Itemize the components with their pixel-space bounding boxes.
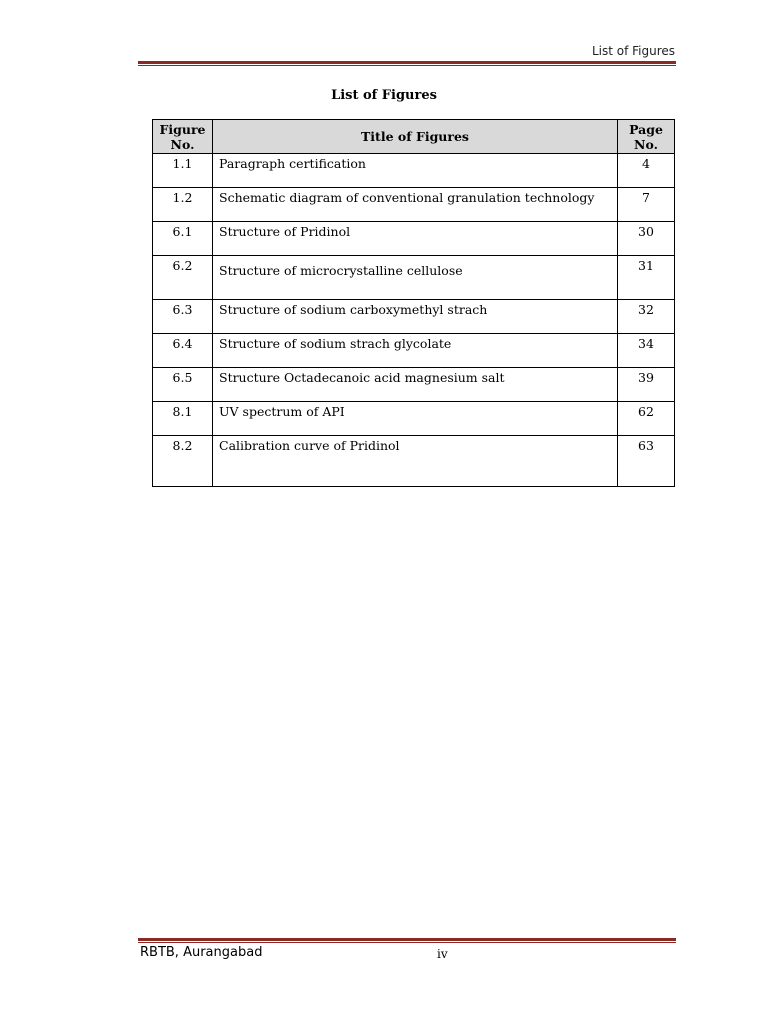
- header-rule: [138, 61, 676, 66]
- figure-number: 1.2: [153, 188, 213, 222]
- figure-title: Structure of sodium carboxymethyl strach: [213, 300, 618, 334]
- figure-number: 6.5: [153, 368, 213, 402]
- page-title: List of Figures: [331, 88, 437, 103]
- header-figure-no: Figure No.: [153, 120, 213, 154]
- footer-rule: [138, 938, 676, 943]
- table-row: [153, 256, 675, 300]
- footer-page-number: iv: [437, 947, 448, 961]
- figure-number: 6.2: [153, 256, 213, 300]
- table-header-row: [153, 120, 675, 154]
- header-title: Title of Figures: [213, 120, 618, 154]
- figures-table: [152, 119, 675, 487]
- figure-page: 34: [618, 334, 675, 368]
- figure-number: 8.2: [153, 436, 213, 487]
- figure-title: Structure of sodium strach glycolate: [213, 334, 618, 368]
- figure-page: 4: [618, 154, 675, 188]
- figure-page: 63: [618, 436, 675, 487]
- figure-page: 32: [618, 300, 675, 334]
- figure-title: Structure Octadecanoic acid magnesium salt: [213, 368, 618, 402]
- header-page-no: Page No.: [618, 120, 675, 154]
- table-row: [153, 368, 675, 402]
- figure-title: Paragraph certification: [213, 154, 618, 188]
- table-row: [153, 222, 675, 256]
- figure-number: 1.1: [153, 154, 213, 188]
- figure-number: 6.3: [153, 300, 213, 334]
- table-row: [153, 436, 675, 487]
- table-row: [153, 334, 675, 368]
- figure-title: UV spectrum of API: [213, 402, 618, 436]
- table-row: [153, 300, 675, 334]
- figure-title: Calibration curve of Pridinol: [213, 436, 618, 487]
- figure-page: 30: [618, 222, 675, 256]
- running-header: List of Figures: [591, 44, 675, 58]
- table-row: [153, 154, 675, 188]
- footer-institution: RBTB, Aurangabad: [140, 945, 263, 960]
- figure-page: 39: [618, 368, 675, 402]
- figure-number: 8.1: [153, 402, 213, 436]
- table-row: [153, 402, 675, 436]
- figure-number: 6.1: [153, 222, 213, 256]
- figure-page: 62: [618, 402, 675, 436]
- figure-title: Schematic diagram of conventional granulation technology: [213, 188, 618, 222]
- figure-page: 31: [618, 256, 675, 300]
- table-row: [153, 188, 675, 222]
- figure-title: Structure of microcrystalline cellulose: [213, 256, 618, 300]
- figure-page: 7: [618, 188, 675, 222]
- figure-title: Structure of Pridinol: [213, 222, 618, 256]
- figure-number: 6.4: [153, 334, 213, 368]
